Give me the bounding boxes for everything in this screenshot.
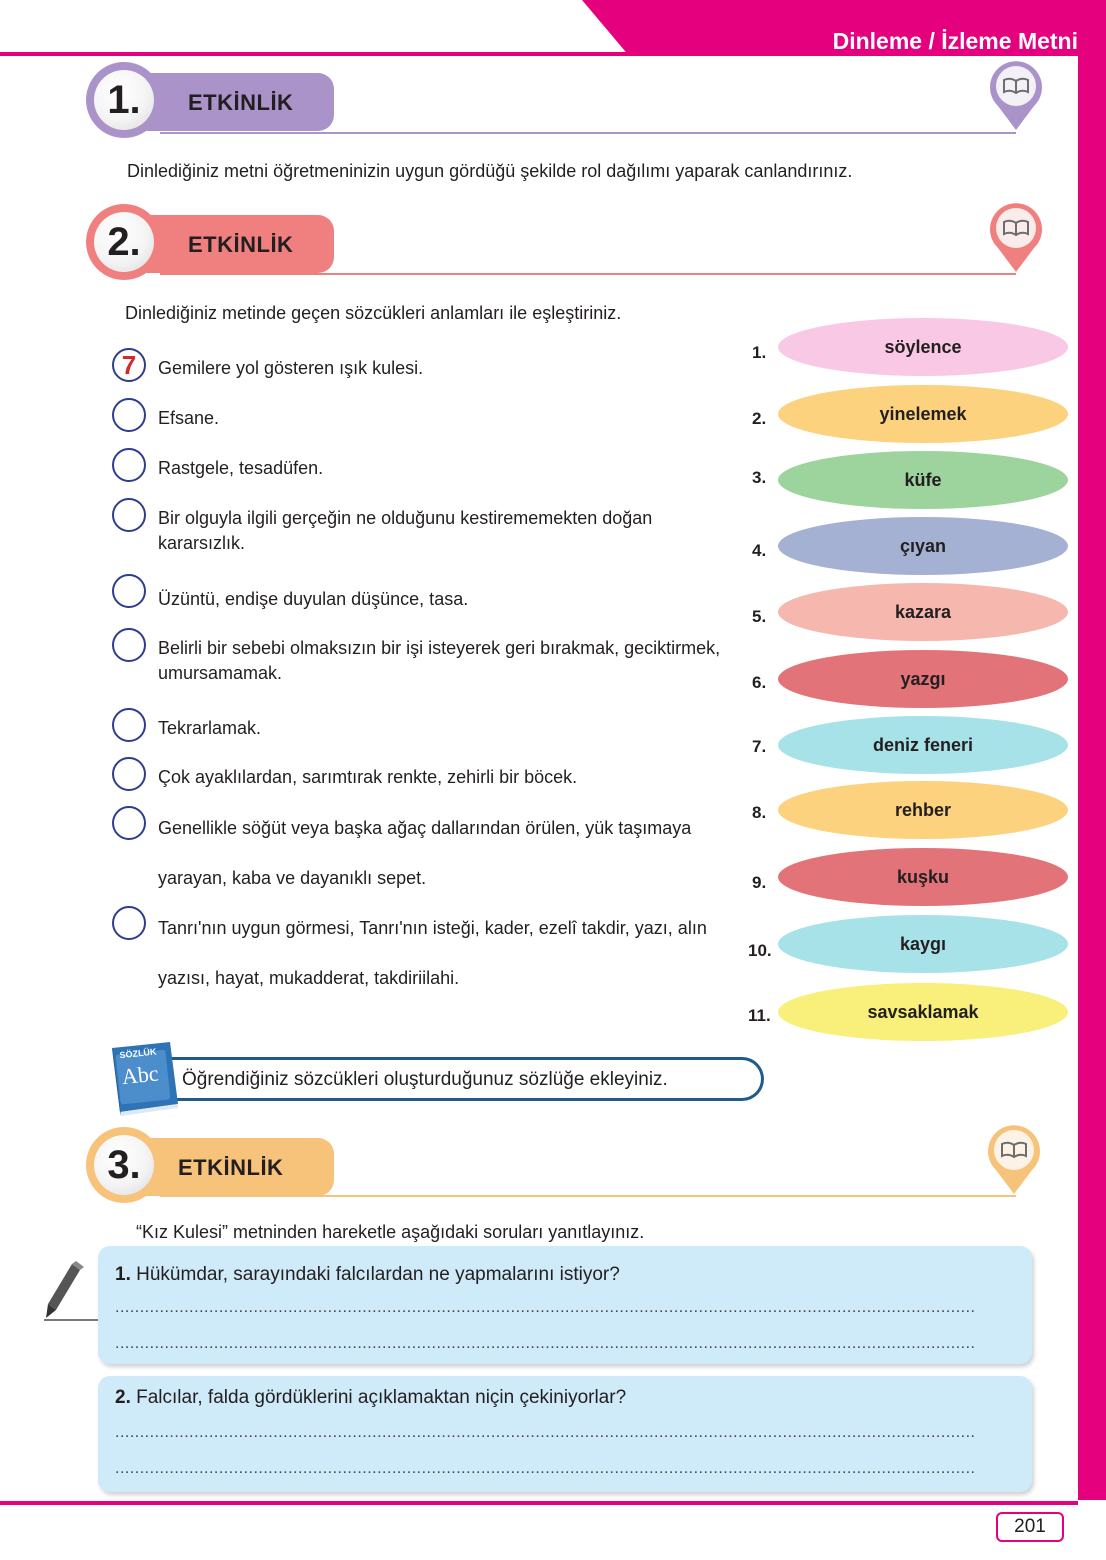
definition-text: Tekrarlamak. bbox=[158, 718, 262, 738]
page-side-stripe bbox=[1078, 0, 1106, 1500]
answer-value: 7 bbox=[121, 349, 137, 380]
question-number: 2. bbox=[115, 1387, 131, 1408]
word-option: savsaklamak bbox=[778, 983, 1068, 1041]
activity1-underline bbox=[160, 132, 1016, 134]
answer-line[interactable]: .............................................................................................................................................................................. bbox=[115, 1335, 976, 1352]
definition-text: Belirli bir sebebi olmaksızın bir işi isteyerek geri bırakmak, geciktirmek, umursamamak. bbox=[158, 638, 721, 683]
word-number: 3. bbox=[752, 468, 767, 487]
activity1-number-badge bbox=[86, 62, 162, 138]
activity2-instruction: Dinlediğiniz metinde geçen sözcükleri anlamları ile eşleştiriniz. bbox=[125, 303, 622, 323]
definition-text: Bir olguyla ilgili gerçeğin ne olduğunu kestirememekten doğan kararsızlık. bbox=[158, 508, 653, 553]
activity3-label: ETKİNLİK bbox=[178, 1155, 284, 1180]
activity3-number-badge bbox=[86, 1127, 162, 1203]
definition-text: Genellikle söğüt veya başka ağaç dallarından örülen, yük taşımaya yarayan, kaba ve dayanıklı sepet. bbox=[158, 818, 692, 888]
dictionary-book-title: Abc bbox=[120, 1060, 160, 1090]
definition-text: Çok ayaklılardan, sarımtırak renkte, zehirli bir böcek. bbox=[158, 767, 578, 787]
word-number: 6. bbox=[752, 673, 767, 692]
word-option: çıyan bbox=[778, 517, 1068, 575]
section-title: Dinleme / İzleme Metni bbox=[832, 28, 1078, 54]
activity2-underline bbox=[160, 273, 1016, 275]
footer-line bbox=[0, 1501, 1078, 1505]
word-number: 2. bbox=[752, 409, 767, 428]
definition-text: Efsane. bbox=[158, 408, 220, 428]
definition-text: Üzüntü, endişe duyulan düşünce, tasa. bbox=[158, 589, 469, 609]
word-option: kuşku bbox=[778, 848, 1068, 906]
activity2-number: 2. bbox=[107, 219, 141, 264]
answer-circle[interactable] bbox=[112, 574, 146, 608]
word-option: rehber bbox=[778, 781, 1068, 839]
definition-text: Tanrı'nın uygun görmesi, Tanrı'nın isteği, kader, ezelî takdir, yazı, alın yazısı, hayat, mukadderat, takdiriilahi. bbox=[158, 918, 707, 988]
answer-line[interactable]: .............................................................................................................................................................................. bbox=[115, 1424, 976, 1441]
word-number: 10. bbox=[748, 941, 772, 960]
pencil-icon bbox=[40, 1260, 100, 1324]
book-pin-icon bbox=[986, 200, 1046, 274]
word-option: kaygı bbox=[778, 915, 1068, 973]
dictionary-book-icon bbox=[104, 1040, 184, 1116]
word-number: 4. bbox=[752, 541, 767, 560]
word-option: yazgı bbox=[778, 650, 1068, 708]
word-number: 5. bbox=[752, 607, 767, 626]
answer-circle[interactable] bbox=[112, 628, 146, 662]
answer-circle[interactable] bbox=[112, 906, 146, 940]
answer-circle[interactable] bbox=[112, 757, 146, 791]
activity1-label: ETKİNLİK bbox=[188, 90, 294, 115]
word-number: 11. bbox=[748, 1006, 771, 1025]
answer-circle[interactable] bbox=[112, 348, 146, 382]
answer-circle[interactable] bbox=[112, 806, 146, 840]
answer-line[interactable]: .............................................................................................................................................................................. bbox=[115, 1460, 976, 1477]
answer-line[interactable]: .............................................................................................................................................................................. bbox=[115, 1299, 976, 1316]
dictionary-note-text: Öğrendiğiniz sözcükleri oluşturduğunuz sözlüğe ekleyiniz. bbox=[182, 1069, 668, 1090]
word-option: kazara bbox=[778, 583, 1068, 641]
activity1-number: 1. bbox=[107, 77, 141, 122]
word-option: söylence bbox=[778, 318, 1068, 376]
word-option: deniz feneri bbox=[778, 716, 1068, 774]
activity2-number-badge bbox=[86, 204, 162, 280]
word-option: küfe bbox=[778, 451, 1068, 509]
word-number: 9. bbox=[752, 873, 767, 892]
book-pin-icon bbox=[984, 1122, 1044, 1196]
question-number: 1. bbox=[115, 1264, 131, 1285]
page-number: 201 bbox=[996, 1512, 1064, 1542]
activity3-number: 3. bbox=[107, 1142, 141, 1187]
word-number: 8. bbox=[752, 803, 767, 822]
word-number: 7. bbox=[752, 737, 767, 756]
answer-circle[interactable] bbox=[112, 398, 146, 432]
activity3-instruction: “Kız Kulesi” metninden hareketle aşağıdaki soruları yanıtlayınız. bbox=[136, 1222, 645, 1242]
question-label: Falcılar, falda gördüklerini açıklamaktan niçin çekiniyorlar? bbox=[130, 1387, 627, 1408]
answer-circle[interactable] bbox=[112, 498, 146, 532]
question-text bbox=[115, 1387, 626, 1409]
definition-text: Rastgele, tesadüfen. bbox=[158, 458, 324, 478]
activity2-label: ETKİNLİK bbox=[188, 232, 294, 257]
answer-circle[interactable] bbox=[112, 708, 146, 742]
definition-text: Gemilere yol gösteren ışık kulesi. bbox=[158, 358, 424, 378]
question-text bbox=[115, 1264, 620, 1286]
word-number: 1. bbox=[752, 343, 767, 362]
answer-circle[interactable] bbox=[112, 448, 146, 482]
activity1-instruction: Dinlediğiniz metni öğretmeninizin uygun gördüğü şekilde rol dağılımı yaparak canlandırınız. bbox=[127, 161, 853, 181]
question-label: Hükümdar, sarayındaki falcılardan ne yapmalarını istiyor? bbox=[130, 1264, 620, 1285]
word-option: yinelemek bbox=[778, 385, 1068, 443]
dictionary-book-label: SÖZLÜK bbox=[119, 1046, 157, 1061]
book-pin-icon bbox=[986, 58, 1046, 132]
